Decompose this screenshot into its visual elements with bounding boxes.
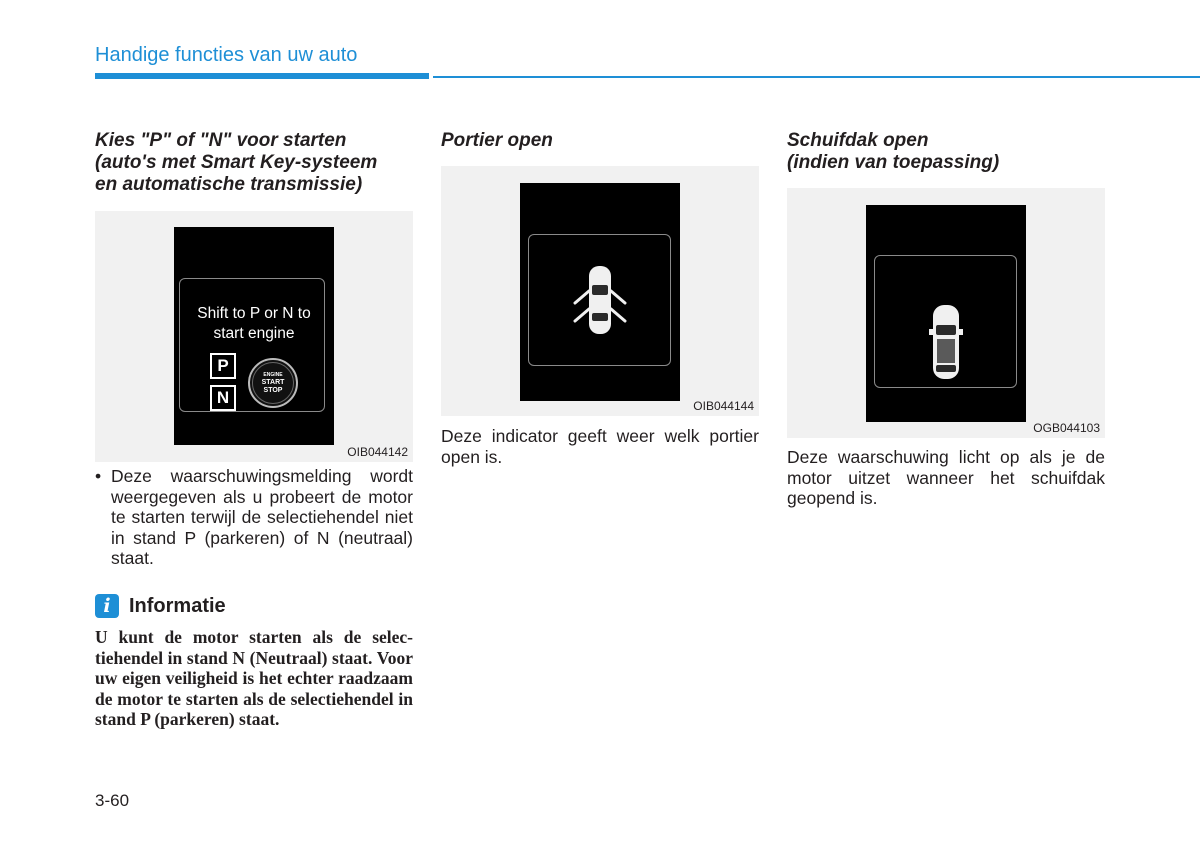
- figure-sunroof-open: [787, 188, 1105, 438]
- gear-n-indicator: N: [210, 385, 236, 411]
- figure-door-open: [441, 166, 759, 416]
- info-icon: i: [95, 594, 119, 618]
- sunroof-open-description: Deze waarschuwing licht op als je de motor uitzet wanneer het schuifdak geopend is.: [787, 447, 1105, 508]
- cluster-display: [174, 227, 334, 445]
- cluster-display: [520, 183, 680, 401]
- gear-p-indicator: P: [210, 353, 236, 379]
- header-rule-thick: [95, 73, 429, 79]
- button-label: STOP: [263, 387, 283, 394]
- section-title-shift-to-start: [95, 130, 425, 196]
- section-title-line: (indien van toepassing): [787, 152, 1000, 173]
- engine-start-stop-button-icon: [248, 358, 298, 408]
- section-title-line: (auto's met Smart Key-systeem: [95, 152, 378, 173]
- figure-code: OGB044103: [1033, 421, 1100, 435]
- figure-code: OIB044142: [347, 445, 408, 459]
- car-doors-open-icon: [565, 263, 635, 343]
- figure-shift-to-start: [95, 211, 413, 462]
- display-message-line: Shift to P or N to: [197, 305, 311, 322]
- display-message-line: start engine: [213, 325, 295, 342]
- door-open-description: Deze indicator geeft weer welk portier open is.: [441, 426, 759, 467]
- figure-code: OIB044144: [693, 399, 754, 413]
- page-header-title: Handige functies van uw auto: [95, 44, 358, 66]
- page-number: 3-60: [95, 791, 130, 810]
- info-text: U kunt de motor starten als de selectiehendel in stand N (Neutraal) staat. Voor uw eigen veiligheid is het echter raadzaam de motor te starten als de selectiehendel in stand P (parkeren) staat.: [95, 627, 413, 729]
- section-title-line: Portier open: [441, 130, 553, 151]
- section-title-line: Schuifdak open: [787, 130, 929, 151]
- button-label: ENGINE: [263, 372, 283, 378]
- header-rule-thin: [433, 76, 1200, 78]
- bullet-list-item: [95, 466, 413, 569]
- car-sunroof-open-icon: [921, 303, 971, 383]
- section-title-door-open: [441, 130, 759, 152]
- section-title-line: en automatische transmissie): [95, 174, 363, 195]
- info-heading: [95, 594, 226, 618]
- cluster-display: [866, 205, 1026, 422]
- info-label: Informatie: [129, 594, 226, 617]
- display-message: [174, 304, 334, 344]
- section-title-line: Kies "P" of "N" voor starten: [95, 130, 347, 151]
- button-label: START: [261, 379, 285, 386]
- bullet-marker: •: [95, 466, 102, 486]
- section-title-sunroof-open: [787, 130, 1117, 174]
- bullet-text: Deze waarschuwingsmelding wordt weergegeven als u probeert de motor te starten terwijl de selectiehendel niet in stand P (parkeren) of N (neutraal) staat.: [111, 466, 413, 568]
